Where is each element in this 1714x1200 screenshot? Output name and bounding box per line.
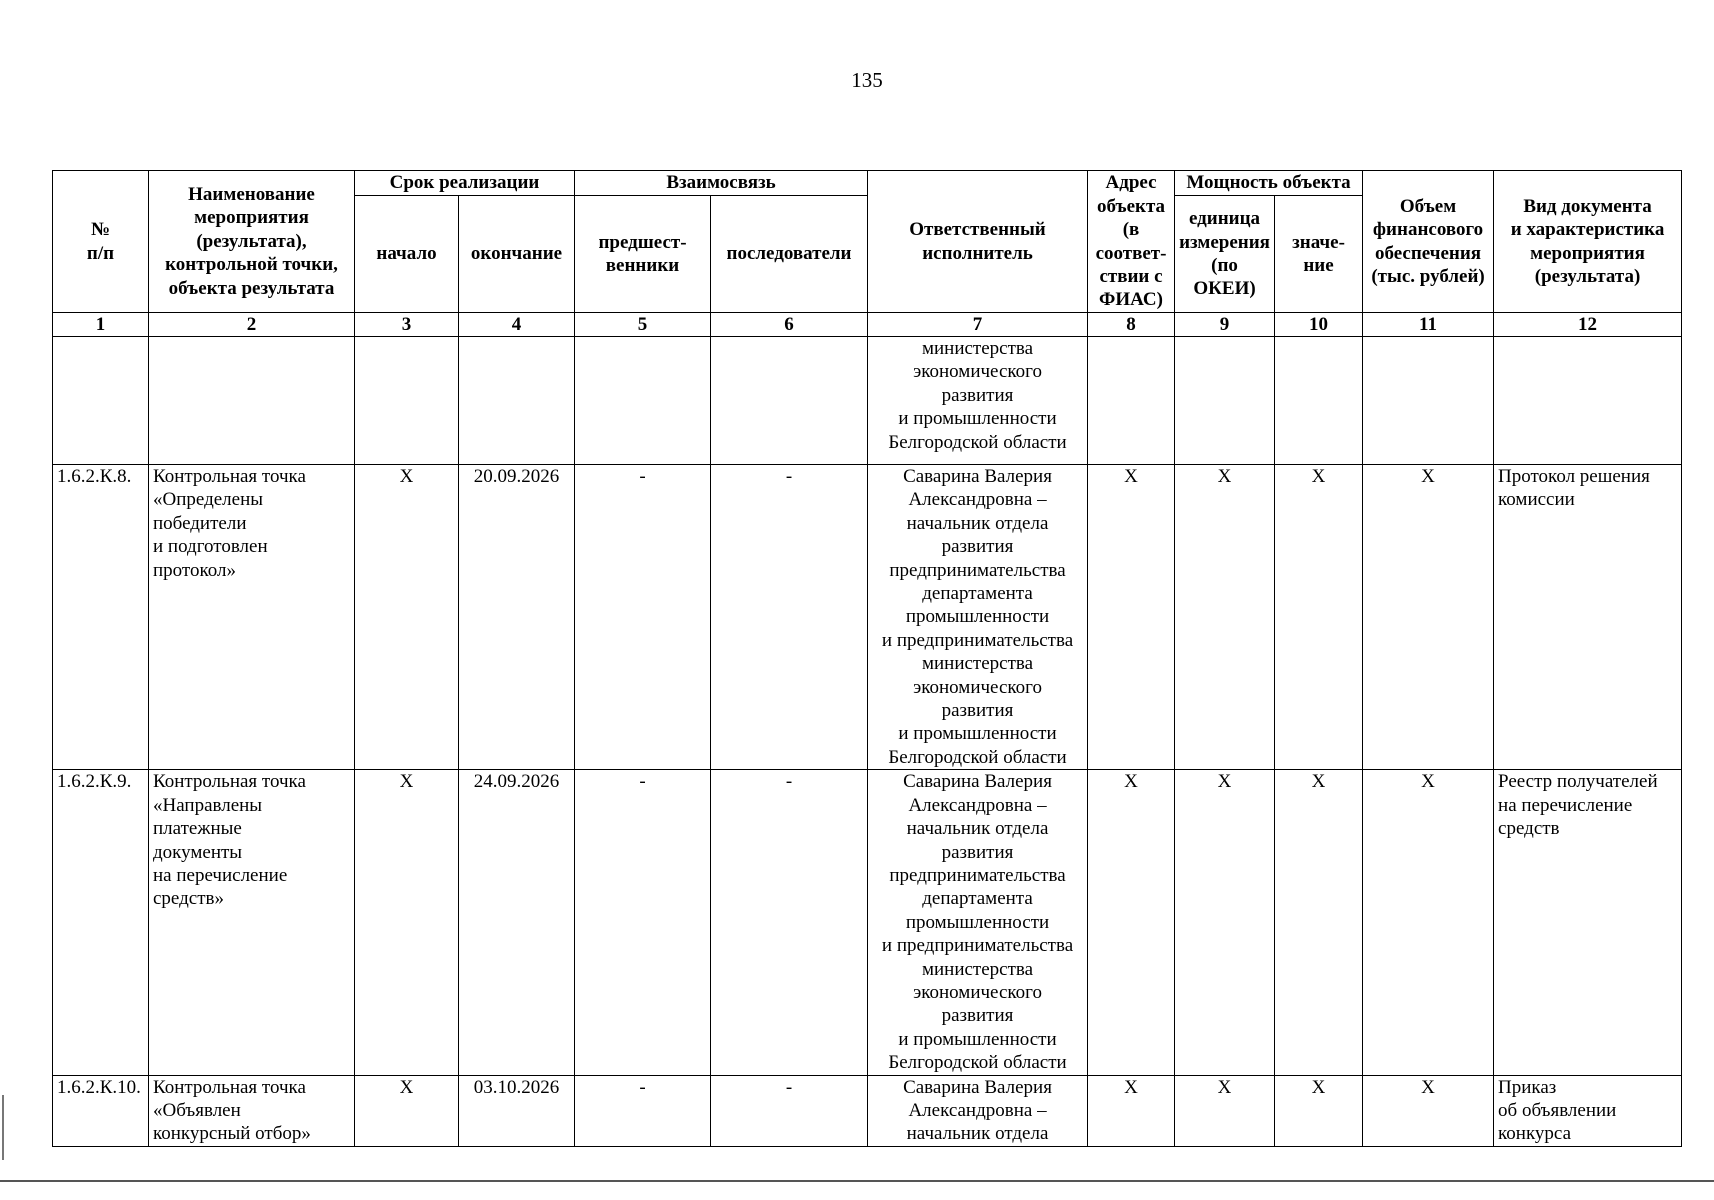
column-number: 3 xyxy=(355,313,459,337)
cell-address: X xyxy=(1088,1075,1175,1146)
cell-num xyxy=(53,337,149,465)
cell-finance: X xyxy=(1363,770,1494,1075)
cell-succ xyxy=(711,337,868,465)
column-number: 6 xyxy=(711,313,868,337)
cell-end: 20.09.2026 xyxy=(459,465,575,770)
header-term-group: Срок реализации xyxy=(355,171,575,196)
cell-end xyxy=(459,337,575,465)
header-link-succ: последователи xyxy=(711,196,868,313)
cell-start xyxy=(355,337,459,465)
cell-pred: - xyxy=(575,1075,711,1146)
header-capacity-group: Мощность объекта xyxy=(1175,171,1363,196)
column-number: 8 xyxy=(1088,313,1175,337)
cell-unit: X xyxy=(1175,465,1275,770)
cell-num: 1.6.2.К.10. xyxy=(53,1075,149,1146)
cell-num: 1.6.2.К.9. xyxy=(53,770,149,1075)
cell-unit: X xyxy=(1175,770,1275,1075)
cell-finance: X xyxy=(1363,1075,1494,1146)
header-term-end: окончание xyxy=(459,196,575,313)
column-number: 12 xyxy=(1494,313,1682,337)
cell-unit xyxy=(1175,337,1275,465)
header-finance: Объем финансового обеспечения (тыс. рублей) xyxy=(1363,171,1494,313)
scan-left-mark xyxy=(2,1095,4,1160)
cell-address: X xyxy=(1088,770,1175,1075)
cell-finance xyxy=(1363,337,1494,465)
cell-succ: - xyxy=(711,770,868,1075)
cell-end: 03.10.2026 xyxy=(459,1075,575,1146)
cell-unit: X xyxy=(1175,1075,1275,1146)
table-header xyxy=(53,171,1682,337)
column-number: 9 xyxy=(1175,313,1275,337)
cell-pred xyxy=(575,337,711,465)
cell-succ: - xyxy=(711,1075,868,1146)
cell-doc: Реестр получателей на перечисление средств xyxy=(1494,770,1682,1075)
cell-num: 1.6.2.К.8. xyxy=(53,465,149,770)
cell-executor: Саварина Валерия Александровна – начальник отдела развития предпринимательства департамента промышленности и предпринимательства министерства экономического развития и промышленности Белгородской области xyxy=(868,465,1088,770)
cell-finance: X xyxy=(1363,465,1494,770)
cell-name: Контрольная точка «Направлены платежные документы на перечисление средств» xyxy=(149,770,355,1075)
scan-edge-line xyxy=(0,1180,1714,1182)
column-numbers-row xyxy=(53,313,1682,337)
cell-pred: - xyxy=(575,465,711,770)
header-term-start: начало xyxy=(355,196,459,313)
cell-value: X xyxy=(1275,1075,1363,1146)
cell-doc xyxy=(1494,337,1682,465)
cell-doc: Приказ об объявлении конкурса xyxy=(1494,1075,1682,1146)
column-number: 11 xyxy=(1363,313,1494,337)
column-number: 7 xyxy=(868,313,1088,337)
cell-name xyxy=(149,337,355,465)
cell-pred: - xyxy=(575,770,711,1075)
header-capacity-unit: единица измерения (по ОКЕИ) xyxy=(1175,196,1275,313)
cell-executor: Саварина Валерия Александровна – начальник отдела xyxy=(868,1075,1088,1146)
cell-start: X xyxy=(355,1075,459,1146)
cell-executor: министерства экономического развития и промышленности Белгородской области xyxy=(868,337,1088,465)
cell-value: X xyxy=(1275,465,1363,770)
cell-name: Контрольная точка «Объявлен конкурсный отбор» xyxy=(149,1075,355,1146)
header-capacity-value: значе- ние xyxy=(1275,196,1363,313)
cell-value xyxy=(1275,337,1363,465)
cell-end: 24.09.2026 xyxy=(459,770,575,1075)
cell-value: X xyxy=(1275,770,1363,1075)
header-doc: Вид документа и характеристика мероприятия (результата) xyxy=(1494,171,1682,313)
header-address: Адрес объекта (в соответ- ствии с ФИАС) xyxy=(1088,171,1175,313)
column-number: 10 xyxy=(1275,313,1363,337)
table-row-continuation xyxy=(53,337,1682,465)
header-link-pred: предшест- венники xyxy=(575,196,711,313)
plan-table xyxy=(52,170,1682,1147)
column-number: 5 xyxy=(575,313,711,337)
cell-executor: Саварина Валерия Александровна – начальник отдела развития предпринимательства департамента промышленности и предпринимательства министерства экономического развития и промышленности Белгородской области xyxy=(868,770,1088,1075)
header-name: Наименование мероприятия (результата), контрольной точки, объекта результата xyxy=(149,171,355,313)
column-number: 1 xyxy=(53,313,149,337)
table-body xyxy=(53,337,1682,1147)
column-number: 2 xyxy=(149,313,355,337)
header-num: № п/п xyxy=(53,171,149,313)
cell-address xyxy=(1088,337,1175,465)
cell-address: X xyxy=(1088,465,1175,770)
cell-start: X xyxy=(355,770,459,1075)
table-row xyxy=(53,465,1682,770)
header-executor: Ответственный исполнитель xyxy=(868,171,1088,313)
page-number: 135 xyxy=(851,68,883,92)
cell-doc: Протокол решения комиссии xyxy=(1494,465,1682,770)
cell-start: X xyxy=(355,465,459,770)
cell-name: Контрольная точка «Определены победители и подготовлен протокол» xyxy=(149,465,355,770)
table-row xyxy=(53,770,1682,1075)
cell-succ: - xyxy=(711,465,868,770)
header-link-group: Взаимосвязь xyxy=(575,171,868,196)
table-row xyxy=(53,1075,1682,1146)
column-number: 4 xyxy=(459,313,575,337)
